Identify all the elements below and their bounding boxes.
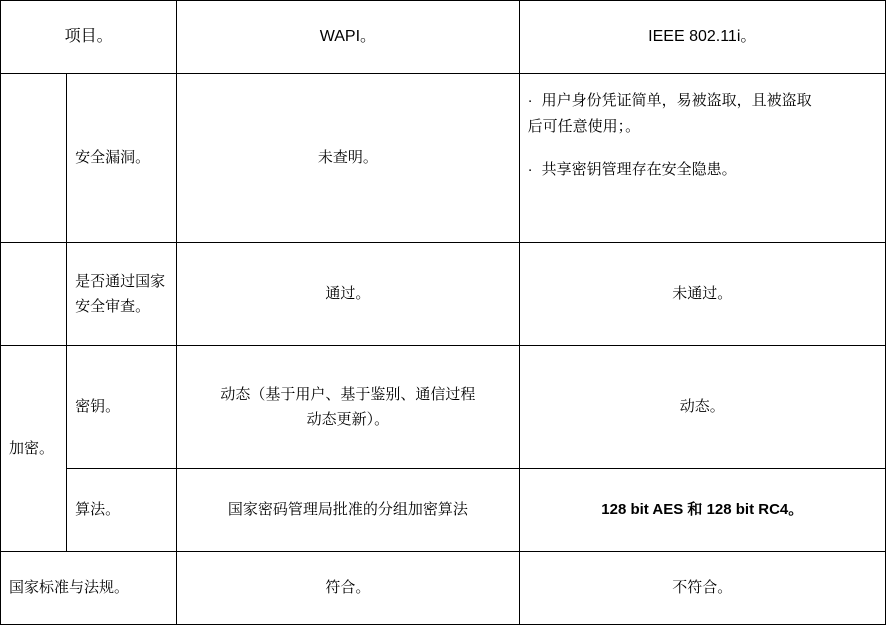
item-cell-algorithm: 算法。 xyxy=(67,469,177,552)
wapi-cell-security-audit: 通过。 xyxy=(177,243,519,346)
item-cell-vulnerability: 安全漏洞。 xyxy=(67,74,177,243)
header-cell-ieee: IEEE 802.11i。 xyxy=(519,1,885,74)
bullet-dot-icon: · xyxy=(527,92,533,109)
bullet-line-2: 后可任意使用；。 xyxy=(527,117,641,135)
ieee-cell-algorithm: 128 bit AES 和 128 bit RC4。 xyxy=(519,469,885,552)
list-item xyxy=(528,157,877,183)
table-row-algorithm xyxy=(1,469,886,552)
item-label-stack xyxy=(75,269,168,320)
wapi-cell-key xyxy=(177,346,519,469)
bullet-line-1: 用户身份凭证简单，易被盗取，且被盗取 xyxy=(541,92,812,109)
ieee-vulnerability-list xyxy=(528,88,877,183)
header-cell-item: 项目。 xyxy=(1,1,177,74)
wapi-cell-algorithm: 国家密码管理局批准的分组加密算法 xyxy=(177,469,519,552)
table-row-vulnerability xyxy=(1,74,886,243)
table-row-key xyxy=(1,346,886,469)
ieee-cell-standards-regulations: 不符合。 xyxy=(519,552,885,625)
bullet-dot-icon: · xyxy=(527,161,533,178)
item-cell-standards-regulations: 国家标准与法规。 xyxy=(1,552,177,625)
ieee-cell-security-audit: 未通过。 xyxy=(519,243,885,346)
table-row-standards-regulations xyxy=(1,552,886,625)
header-cell-wapi: WAPI。 xyxy=(177,1,519,74)
wapi-key-line-2: 动态更新）。 xyxy=(306,411,390,428)
group-cell-empty-2 xyxy=(1,243,67,346)
item-cell-security-audit xyxy=(67,243,177,346)
wapi-cell-standards-regulations: 符合。 xyxy=(177,552,519,625)
wapi-cell-vulnerability: 未查明。 xyxy=(177,74,519,243)
list-item xyxy=(528,88,877,139)
wapi-key-line-1: 动态（基于用户、基于鉴别、通信过程 xyxy=(220,385,476,403)
table-row-security-audit xyxy=(1,243,886,346)
bullet-line-1: 共享密钥管理存在安全隐患。 xyxy=(541,161,737,178)
group-cell-encryption: 加密。 xyxy=(1,346,67,552)
item-line-1: 是否通过国家 xyxy=(75,272,166,290)
group-cell-empty-1 xyxy=(1,74,67,243)
ieee-cell-vulnerability xyxy=(519,74,885,243)
item-cell-key: 密钥。 xyxy=(67,346,177,469)
item-line-2: 安全审查。 xyxy=(75,298,151,315)
ieee-cell-key: 动态。 xyxy=(519,346,885,469)
table-header-row xyxy=(1,1,886,74)
